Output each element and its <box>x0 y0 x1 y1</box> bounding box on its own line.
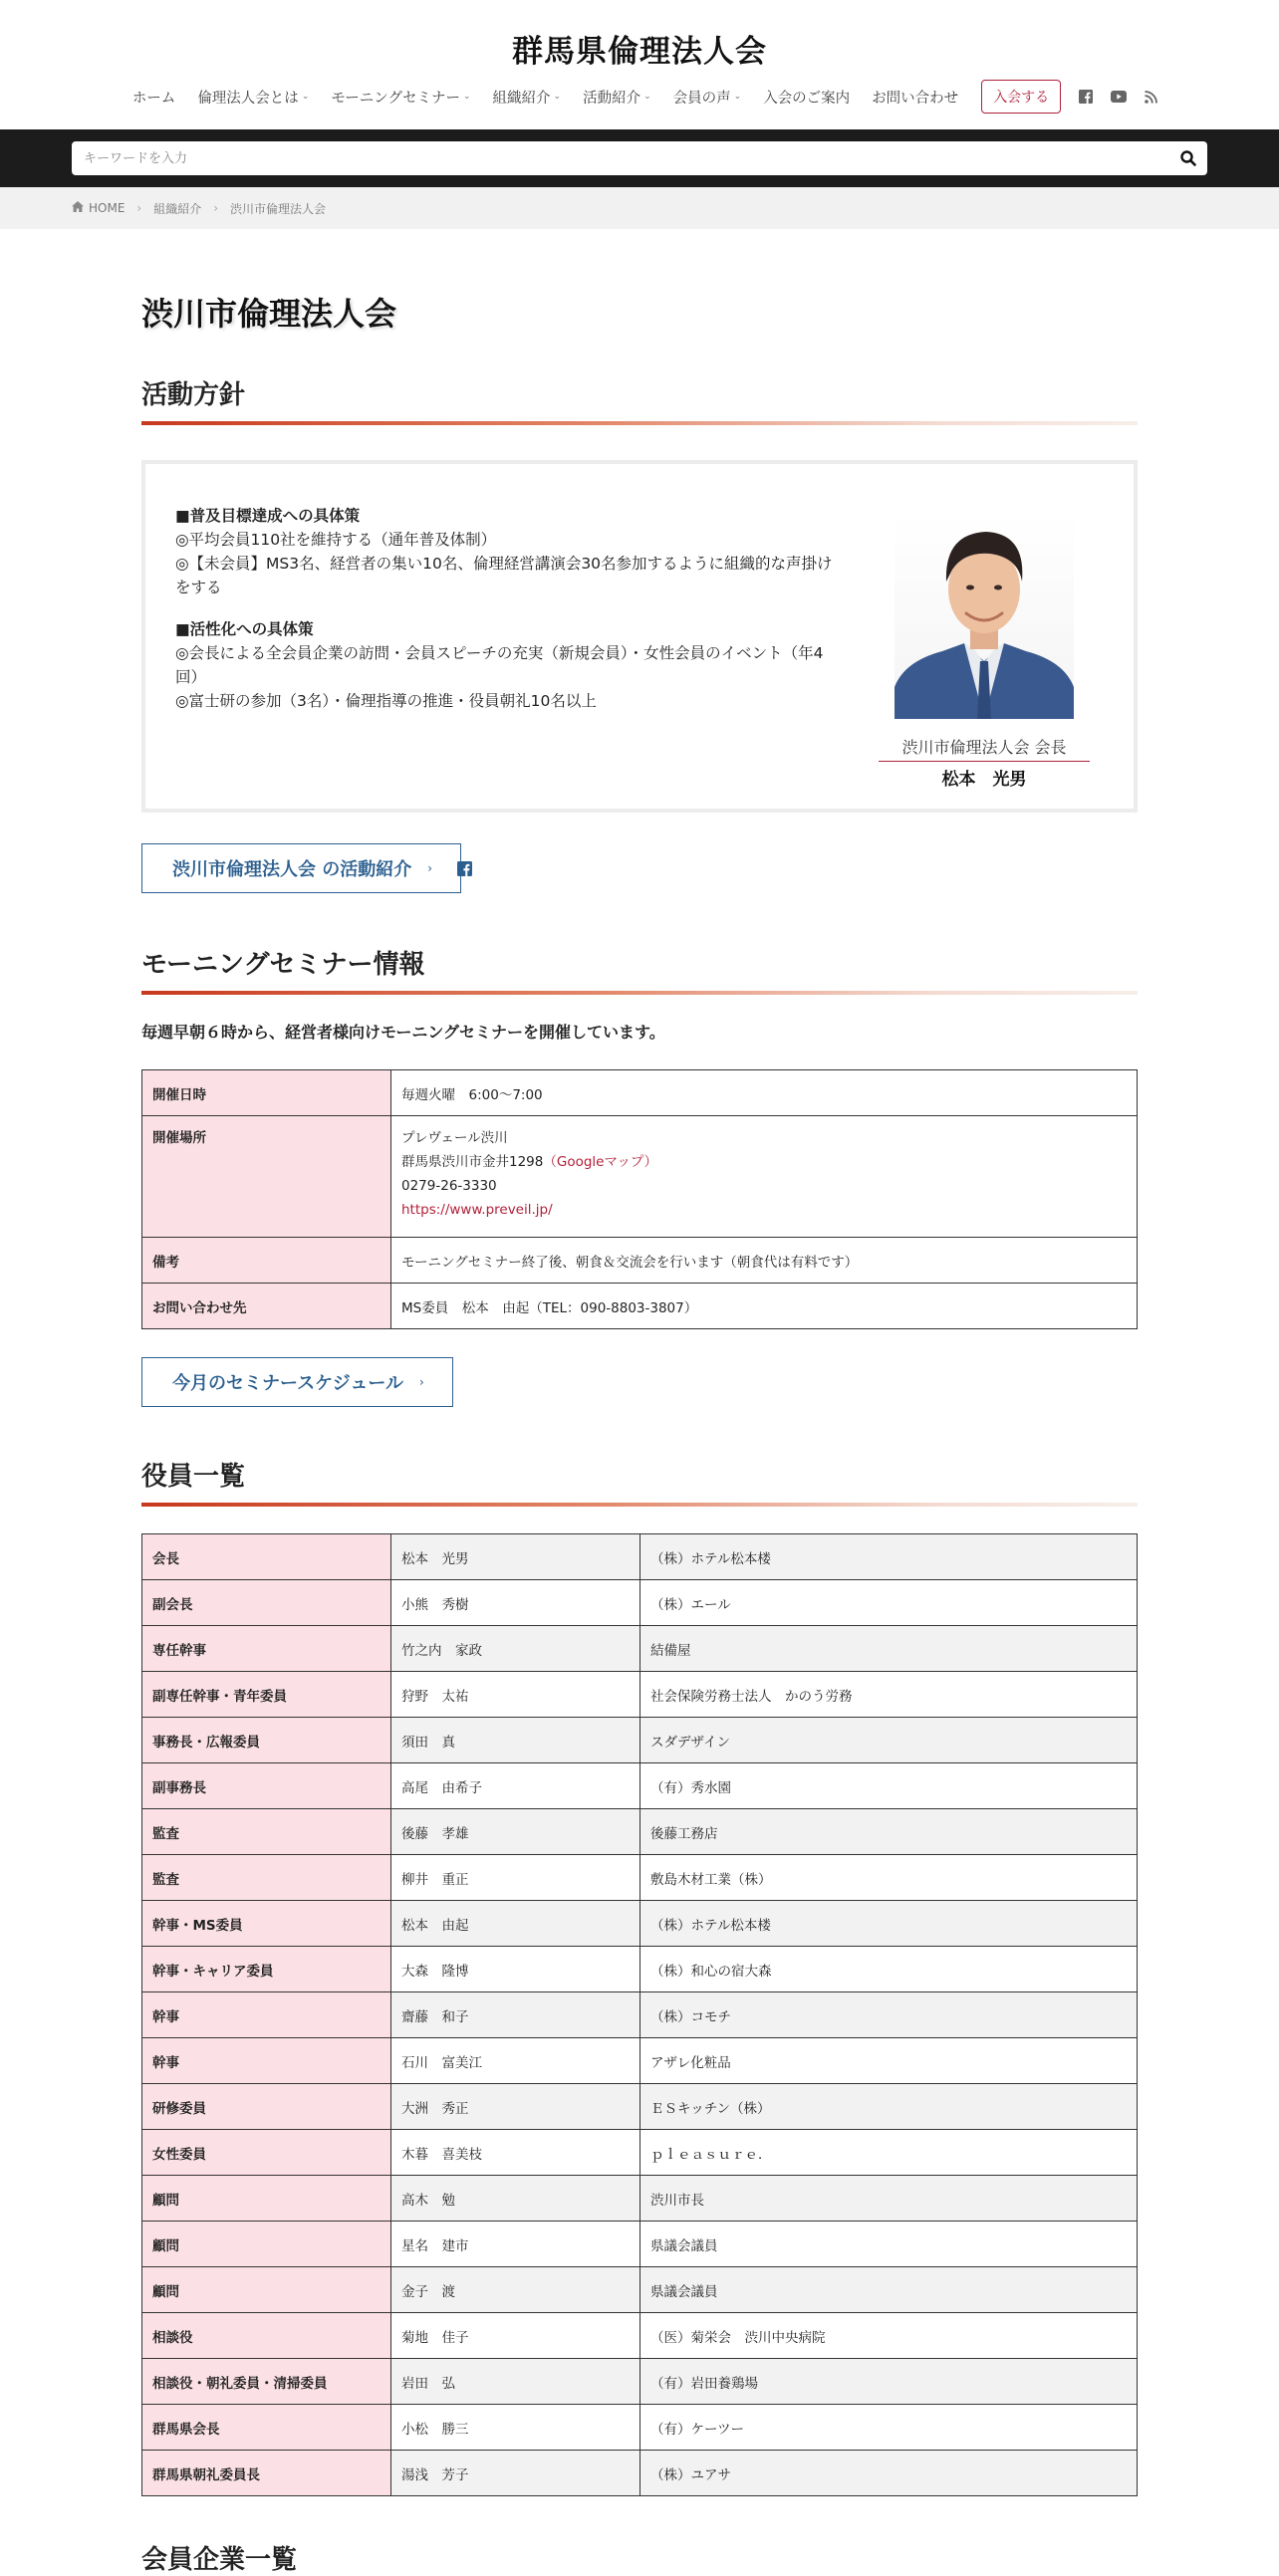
officer-company: （株）ホテル松本楼 <box>640 1901 1138 1947</box>
officer-company: 後藤工務店 <box>640 1809 1138 1855</box>
nav-join-guide[interactable] <box>763 87 850 108</box>
site-title[interactable]: 群馬県倫理法人会 <box>512 34 767 70</box>
breadcrumb-separator-icon: › <box>213 201 219 215</box>
breadcrumb-separator-icon: › <box>136 201 142 215</box>
table-row <box>142 2038 1138 2084</box>
search-band <box>0 129 1279 187</box>
global-nav <box>0 80 1279 114</box>
place-name: プレヴェール渋川 <box>401 1130 508 1146</box>
place-tel: 0279-26-3330 <box>401 1178 497 1194</box>
contact-label: お問い合わせ先 <box>142 1284 391 1329</box>
officers-table <box>141 1533 1138 2496</box>
table-row <box>142 1947 1138 1992</box>
search-icon[interactable] <box>1179 149 1197 171</box>
search-input[interactable] <box>72 141 1207 175</box>
nav-morning-seminar[interactable] <box>331 87 470 108</box>
officer-name: 高尾 由希子 <box>391 1763 640 1809</box>
officer-name: 柳井 重正 <box>391 1855 640 1901</box>
seminar-schedule-label: 今月のセミナースケジュール <box>172 1373 404 1394</box>
officer-company: スダデザイン <box>640 1718 1138 1763</box>
table-row <box>142 1284 1138 1329</box>
search-box <box>72 141 1207 175</box>
officer-role: 顧問 <box>142 2222 391 2267</box>
breadcrumb-home[interactable]: HOME <box>89 201 126 215</box>
officer-role: 監査 <box>142 1809 391 1855</box>
officer-company: （株）コモチ <box>640 1992 1138 2038</box>
breadcrumb-organization[interactable]: 組織紹介 <box>153 201 202 216</box>
officer-company: 社会保険労務士法人 かのう労務 <box>640 1672 1138 1718</box>
officer-name: 松本 由起 <box>391 1901 640 1947</box>
officer-company: 県議会議員 <box>640 2267 1138 2313</box>
chevron-down-icon: ⌄ <box>463 92 471 102</box>
table-row <box>142 1855 1138 1901</box>
chevron-down-icon: ⌄ <box>301 92 310 102</box>
facebook-icon[interactable] <box>457 861 472 880</box>
nav-about[interactable] <box>197 87 309 108</box>
table-row <box>142 2313 1138 2359</box>
date-label: 開催日時 <box>142 1070 391 1116</box>
member-list-heading: 会員企業一覧 <box>141 2545 298 2575</box>
home-icon <box>72 201 84 215</box>
policy-heading: 活動方針 <box>141 374 1138 425</box>
officer-role: 群馬県会長 <box>142 2405 391 2451</box>
date-value: 毎週火曜 6:00～7:00 <box>391 1070 1138 1116</box>
officer-name: 松本 光男 <box>391 1534 640 1580</box>
policy-text <box>175 504 833 713</box>
president-role: 渋川市倫理法人会 会長 <box>879 735 1090 762</box>
policy-line: ◎富士研の参加（3名）・倫理指導の推進・役員朝礼10名以上 <box>175 692 597 710</box>
google-map-link[interactable]: （Googleマップ） <box>543 1154 658 1170</box>
officer-company: （株）和心の宿大森 <box>640 1947 1138 1992</box>
table-row <box>142 2222 1138 2267</box>
nav-label: モーニングセミナー <box>331 90 460 107</box>
officer-name: 須田 真 <box>391 1718 640 1763</box>
chevron-right-icon: › <box>419 1375 424 1389</box>
officer-name: 竹之内 家政 <box>391 1626 640 1672</box>
officer-name: 小松 勝三 <box>391 2405 640 2451</box>
officer-company: ＥＳキッチン（株） <box>640 2084 1138 2130</box>
nav-label: 入会のご案内 <box>763 90 851 107</box>
seminar-heading: モーニングセミナー情報 <box>141 944 1138 995</box>
officer-company: （有）ケーツー <box>640 2405 1138 2451</box>
seminar-lead: 毎週早朝６時から、経営者様向けモーニングセミナーを開催しています。 <box>141 1023 665 1042</box>
chevron-down-icon: ⌄ <box>733 92 742 102</box>
officer-role: 事務長・広報委員 <box>142 1718 391 1763</box>
table-row <box>142 1901 1138 1947</box>
officer-name: 石川 富美江 <box>391 2038 640 2084</box>
president-name: 松本 光男 <box>941 770 1027 790</box>
officer-role: 顧問 <box>142 2176 391 2222</box>
president-portrait <box>895 512 1074 719</box>
table-row <box>142 1626 1138 1672</box>
site-header <box>0 0 1279 129</box>
officer-name: 菊地 佳子 <box>391 2313 640 2359</box>
table-row <box>142 1763 1138 1809</box>
chevron-down-icon: ⌄ <box>643 92 651 102</box>
officer-company: 結備屋 <box>640 1626 1138 1672</box>
table-row <box>142 1718 1138 1763</box>
policy-box <box>141 460 1138 813</box>
officer-company: （株）ユアサ <box>640 2451 1138 2496</box>
nav-label: 組織紹介 <box>492 90 551 107</box>
officer-company: アザレ化粧品 <box>640 2038 1138 2084</box>
officer-name: 高木 勉 <box>391 2176 640 2222</box>
table-row <box>142 2176 1138 2222</box>
table-row <box>142 1534 1138 1580</box>
officer-company: （株）エール <box>640 1580 1138 1626</box>
officer-role: 相談役・朝礼委員・清掃委員 <box>142 2359 391 2405</box>
officer-company: 渋川市長 <box>640 2176 1138 2222</box>
officer-role: 副専任幹事・青年委員 <box>142 1672 391 1718</box>
seminar-schedule-button[interactable] <box>141 1357 453 1407</box>
officer-role: 群馬県朝礼委員長 <box>142 2451 391 2496</box>
breadcrumb-current: 渋川市倫理法人会 <box>230 201 327 216</box>
table-row <box>142 1672 1138 1718</box>
officer-role: 顧問 <box>142 2267 391 2313</box>
officer-role: 幹事 <box>142 1992 391 2038</box>
officer-role: 幹事・MS委員 <box>142 1901 391 1947</box>
officer-name: 湯浅 芳子 <box>391 2451 640 2496</box>
officer-company: 敷島木材工業（株） <box>640 1855 1138 1901</box>
officer-company: （有）岩田養鶏場 <box>640 2359 1138 2405</box>
rss-icon[interactable] <box>1145 91 1157 104</box>
officer-role: 女性委員 <box>142 2130 391 2176</box>
officer-role: 幹事 <box>142 2038 391 2084</box>
officer-company: （株）ホテル松本楼 <box>640 1534 1138 1580</box>
note-value: モーニングセミナー終了後、朝食＆交流会を行います（朝食代は有料です） <box>391 1238 1138 1284</box>
place-address: 群馬県渋川市金井1298 <box>401 1154 544 1170</box>
policy-line: ◎【未会員】MS3名、経営者の集い10名、倫理経営講演会30名参加するように組織的な声掛けをする <box>175 555 833 596</box>
officer-role: 研修委員 <box>142 2084 391 2130</box>
officer-name: 大森 隆博 <box>391 1947 640 1992</box>
join-button[interactable]: 入会する <box>981 80 1061 114</box>
officer-role: 専任幹事 <box>142 1626 391 1672</box>
facebook-icon[interactable] <box>1079 90 1093 104</box>
table-row <box>142 1580 1138 1626</box>
table-row <box>142 2405 1138 2451</box>
officer-name: 後藤 孝雄 <box>391 1809 640 1855</box>
policy-line: ◎会長による全会員企業の訪問・会員スピーチの充実（新規会員）・女性会員のイベント（年4回） <box>175 644 824 686</box>
officer-name: 金子 渡 <box>391 2267 640 2313</box>
place-value <box>391 1116 1138 1238</box>
officers-heading: 役員一覧 <box>141 1456 1138 1507</box>
chevron-down-icon: ⌄ <box>553 92 562 102</box>
note-label: 備考 <box>142 1238 391 1284</box>
social-links <box>1079 90 1157 104</box>
nav-label: お問い合わせ <box>872 90 959 107</box>
nav-home[interactable] <box>132 87 176 108</box>
nav-activities[interactable] <box>583 87 651 108</box>
table-row <box>142 2451 1138 2496</box>
table-row <box>142 2359 1138 2405</box>
officer-company: （医）菊栄会 渋川中央病院 <box>640 2313 1138 2359</box>
nav-organization[interactable] <box>493 87 562 108</box>
nav-label: 活動紹介 <box>583 90 641 107</box>
place-label: 開催場所 <box>142 1116 391 1238</box>
nav-contact[interactable] <box>872 87 958 108</box>
nav-label: ホーム <box>131 90 176 107</box>
officer-role: 相談役 <box>142 2313 391 2359</box>
breadcrumb <box>0 187 1279 229</box>
officer-role: 副事務長 <box>142 1763 391 1809</box>
officer-name: 星名 建市 <box>391 2222 640 2267</box>
page-title: 渋川市倫理法人会 <box>141 295 397 333</box>
table-row <box>142 1070 1138 1116</box>
officer-company: 県議会議員 <box>640 2222 1138 2267</box>
officer-role: 監査 <box>142 1855 391 1901</box>
table-row <box>142 1238 1138 1284</box>
activity-intro-button[interactable] <box>141 843 461 893</box>
officer-name: 大洲 秀正 <box>391 2084 640 2130</box>
table-row <box>142 1809 1138 1855</box>
seminar-info-table <box>141 1069 1138 1329</box>
officer-role: 副会長 <box>142 1580 391 1626</box>
table-row <box>142 2130 1138 2176</box>
officer-name: 岩田 弘 <box>391 2359 640 2405</box>
chevron-right-icon: › <box>427 861 433 875</box>
nav-label: 倫理法人会とは <box>197 90 299 107</box>
venue-url-link[interactable]: https://www.preveil.jp/ <box>401 1202 553 1218</box>
policy-block2-title: ■活性化への具体策 <box>175 620 314 638</box>
officer-company: （有）秀水園 <box>640 1763 1138 1809</box>
officer-role: 幹事・キャリア委員 <box>142 1947 391 1992</box>
table-row <box>142 1116 1138 1238</box>
officer-name: 小熊 秀樹 <box>391 1580 640 1626</box>
officer-name: 木暮 喜美枝 <box>391 2130 640 2176</box>
activity-intro-label: 渋川市倫理法人会 の活動紹介 <box>172 859 412 880</box>
officer-name: 狩野 太祐 <box>391 1672 640 1718</box>
policy-line: ◎平均会員110社を維持する（通年普及体制） <box>175 531 497 549</box>
policy-block1-title: ■普及目標達成への具体策 <box>175 507 361 525</box>
table-row <box>142 2267 1138 2313</box>
table-row <box>142 2084 1138 2130</box>
contact-value: MS委員 松本 由起（TEL：090-8803-3807） <box>391 1284 1138 1329</box>
nav-label: 会員の声 <box>672 90 731 107</box>
youtube-icon[interactable] <box>1111 91 1127 103</box>
officer-name: 齋藤 和子 <box>391 1992 640 2038</box>
nav-member-voices[interactable] <box>673 87 742 108</box>
officer-role: 会長 <box>142 1534 391 1580</box>
officer-company: ｐｌｅａｓｕｒｅ． <box>640 2130 1138 2176</box>
table-row <box>142 1992 1138 2038</box>
